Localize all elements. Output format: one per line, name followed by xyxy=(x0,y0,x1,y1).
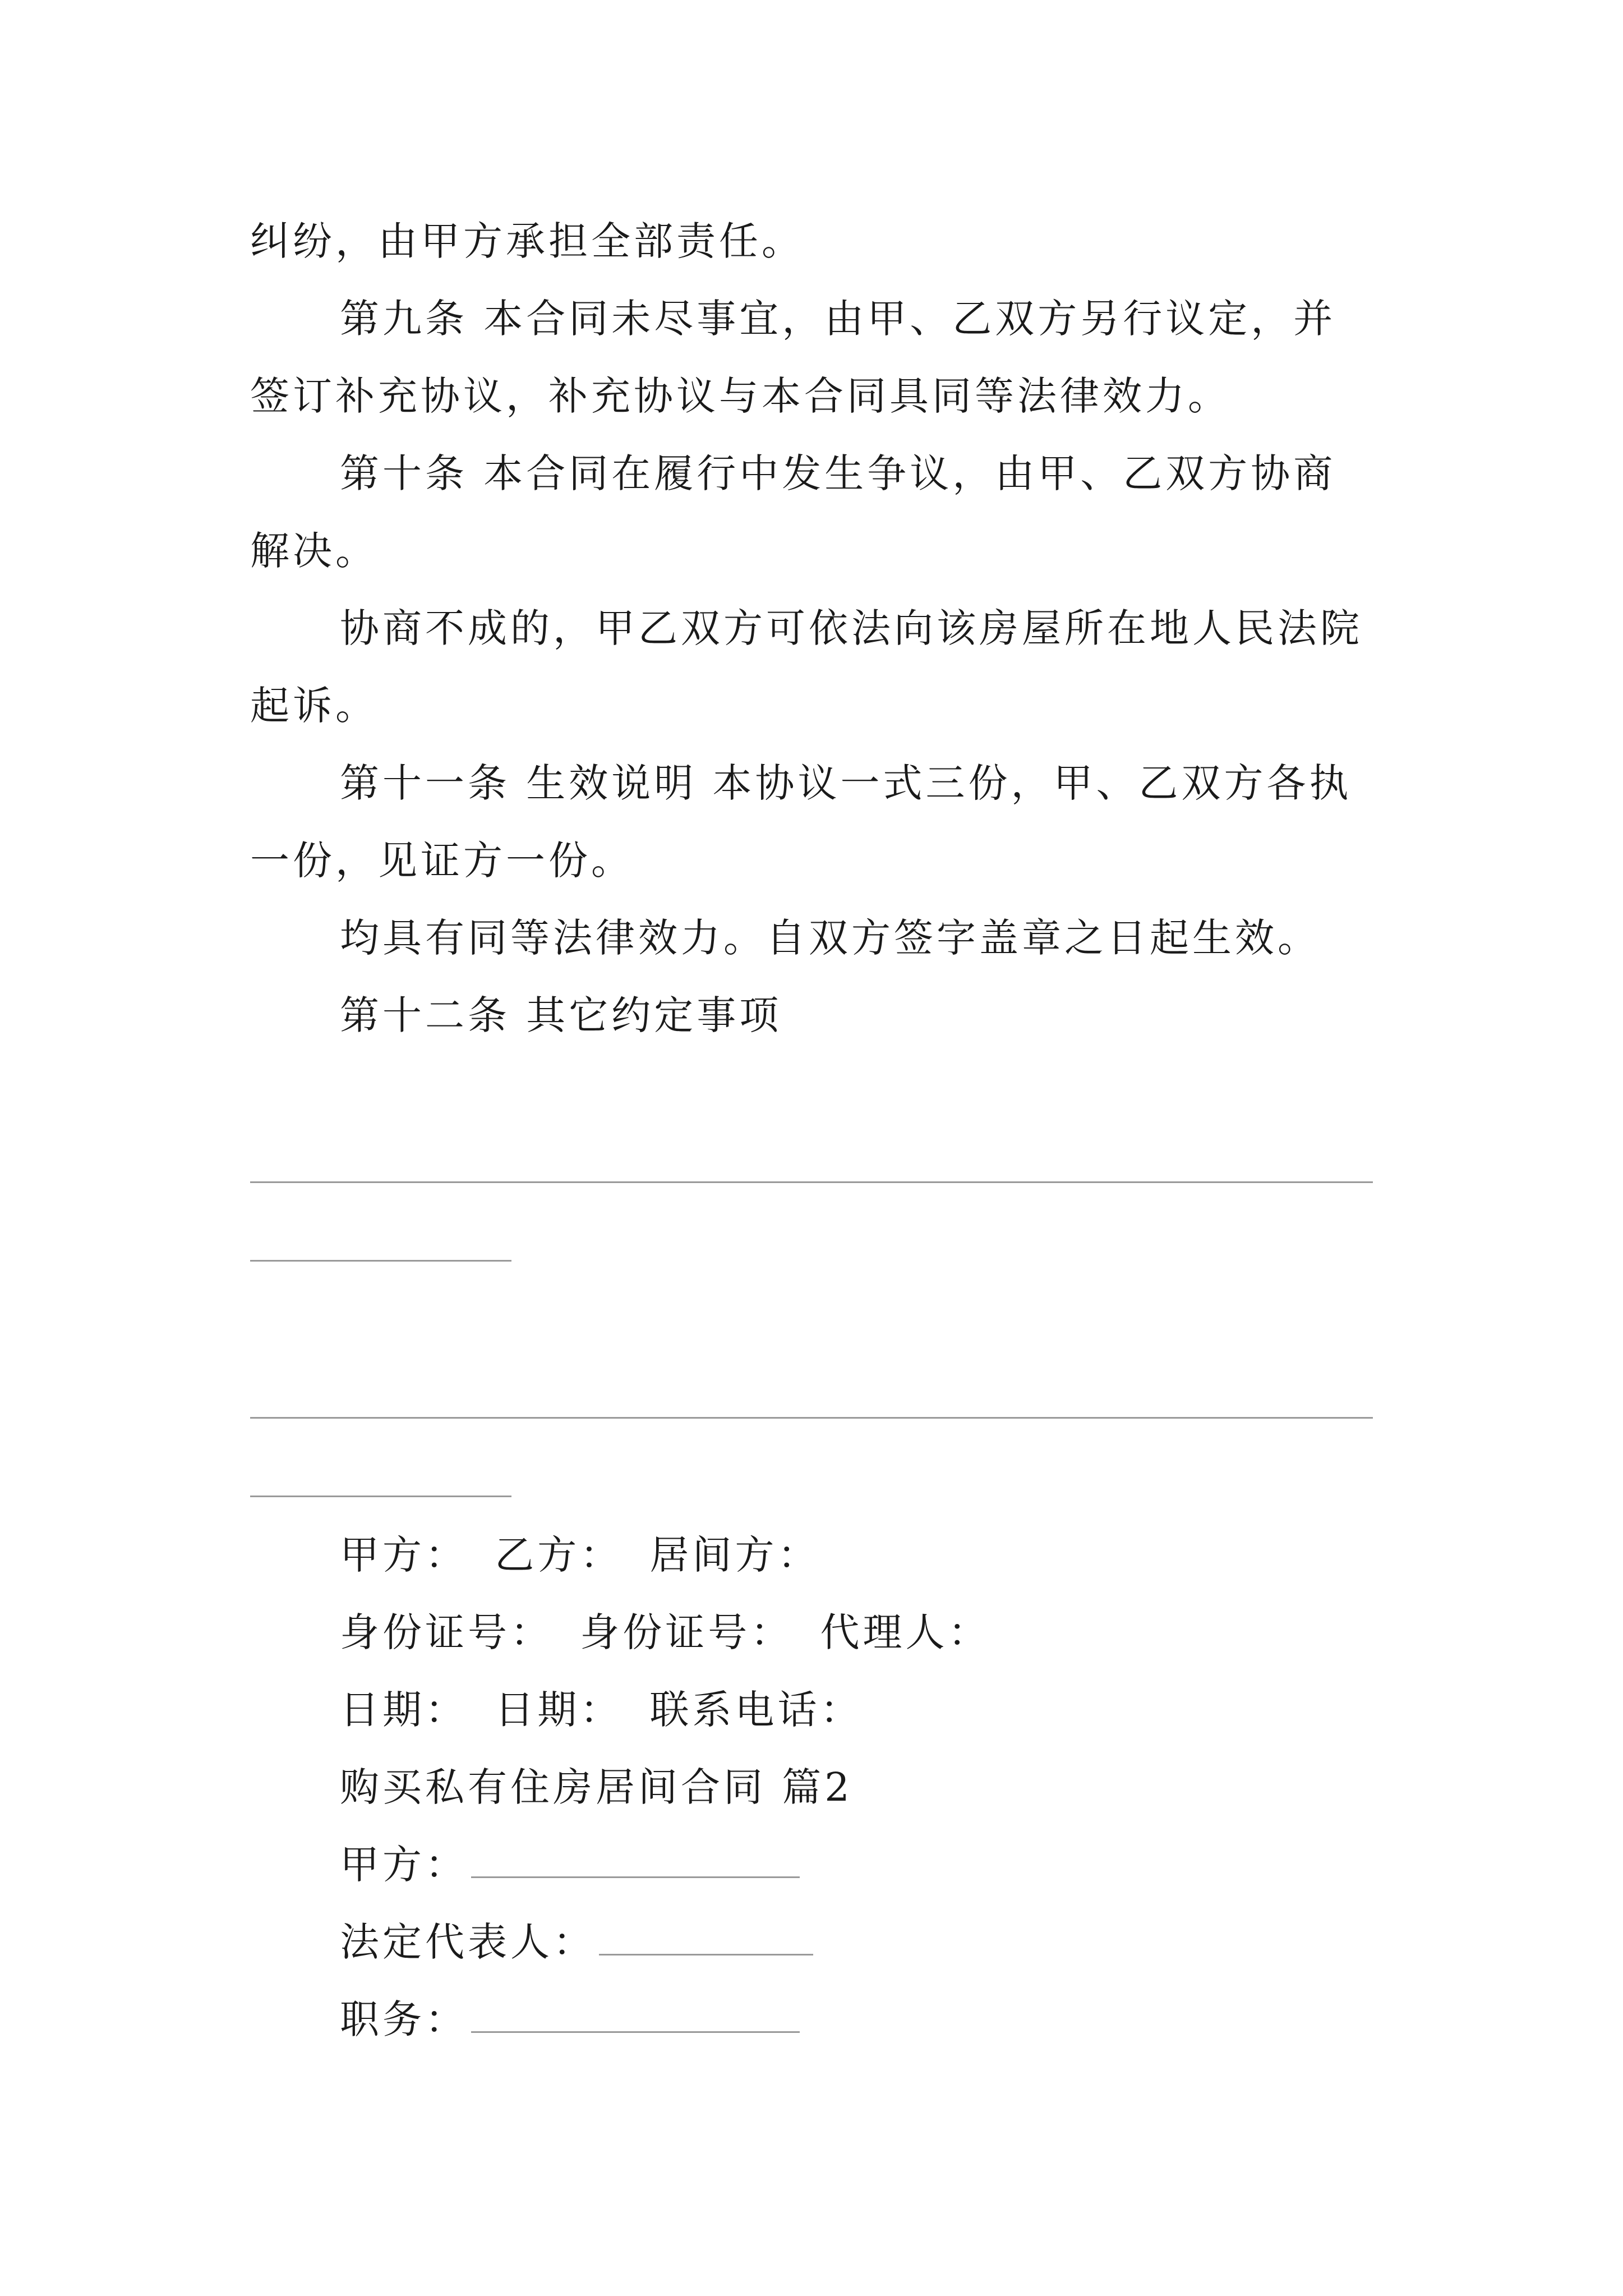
signature-id-numbers: 身份证号： 身份证号： 代理人： xyxy=(340,1609,991,1655)
section-2-title: 购买私有住房居间合同 篇2 xyxy=(340,1764,853,1810)
article-10-line-1: 第十条 本合同在履行中发生争议，由甲、乙双方协商 xyxy=(340,450,1336,496)
blank-rule-short-2 xyxy=(250,1496,511,1497)
article-11-line-1: 第十一条 生效说明 本协议一式三份，甲、乙双方各执 xyxy=(340,760,1352,806)
dispute-line-2: 起诉。 xyxy=(250,683,378,729)
article-12-heading: 第十二条 其它约定事项 xyxy=(340,992,782,1038)
dispute-line-1: 协商不成的，甲乙双方可依法向该房屋所在地人民法院 xyxy=(340,605,1363,651)
blank-rule-long-1 xyxy=(250,1181,1373,1183)
party-a-field xyxy=(340,1837,800,1893)
position-field xyxy=(340,1991,800,2047)
signature-parties: 甲方： 乙方： 居间方： xyxy=(340,1532,820,1578)
paragraph-line: 纠纷，由甲方承担全部责任。 xyxy=(250,218,804,264)
legal-rep-label: 法定代表人： xyxy=(340,1919,596,1965)
legal-rep-blank[interactable] xyxy=(599,1922,813,1955)
party-a-blank[interactable] xyxy=(471,1845,800,1878)
legal-rep-field xyxy=(340,1914,813,1970)
position-label: 职务： xyxy=(340,1996,468,2042)
blank-rule-long-2 xyxy=(250,1417,1373,1419)
position-blank[interactable] xyxy=(471,2000,800,2033)
article-9-line-1: 第九条 本合同未尽事宜，由甲、乙双方另行议定，并 xyxy=(340,296,1336,342)
blank-rule-short-1 xyxy=(250,1260,511,1262)
article-9-line-2: 签订补充协议，补充协议与本合同具同等法律效力。 xyxy=(250,373,1230,419)
article-11-line-2: 一份，见证方一份。 xyxy=(250,838,634,884)
party-a-label: 甲方： xyxy=(340,1842,468,1888)
article-10-line-2: 解决。 xyxy=(250,528,378,574)
effect-line: 均具有同等法律效力。自双方签字盖章之日起生效。 xyxy=(340,915,1320,961)
signature-dates: 日期： 日期： 联系电话： xyxy=(340,1687,863,1733)
